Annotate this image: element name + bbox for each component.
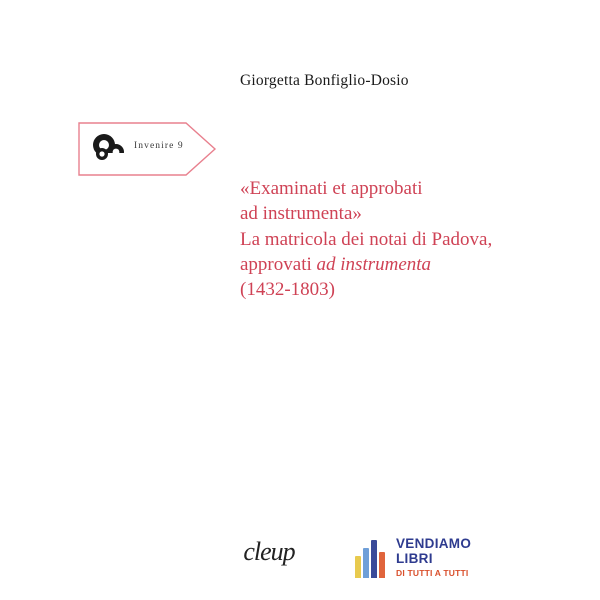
- badge-text: [396, 537, 486, 578]
- title-line-4-italic: ad instrumenta: [316, 253, 432, 275]
- title-line-5: (1432-1803): [240, 279, 335, 301]
- book-title: [240, 176, 570, 302]
- title-line-2: ad instrumenta»: [240, 203, 362, 225]
- badge-line-1: VENDIAMO: [396, 536, 472, 551]
- series-label: Invenire 9: [134, 141, 184, 151]
- badge-stripes-icon: [352, 534, 392, 578]
- publisher-logo: [232, 533, 306, 573]
- status-badge: [352, 534, 486, 578]
- title-line-4-prefix: approvati: [240, 253, 317, 275]
- publisher-name: cleup: [243, 537, 295, 566]
- title-line-1: «Examinati et approbati: [240, 178, 423, 199]
- author-name: Giorgetta Bonfiglio-Dosio: [240, 72, 409, 89]
- badge-line-2: LIBRI: [396, 550, 433, 566]
- title-line-3: La matricola dei notai di Padova,: [240, 228, 493, 250]
- circles-mark-icon: [92, 133, 126, 163]
- title-line-4: [240, 252, 570, 277]
- series-banner: [78, 122, 218, 176]
- badge-line-3: DI TUTTI A TUTTI: [396, 568, 469, 579]
